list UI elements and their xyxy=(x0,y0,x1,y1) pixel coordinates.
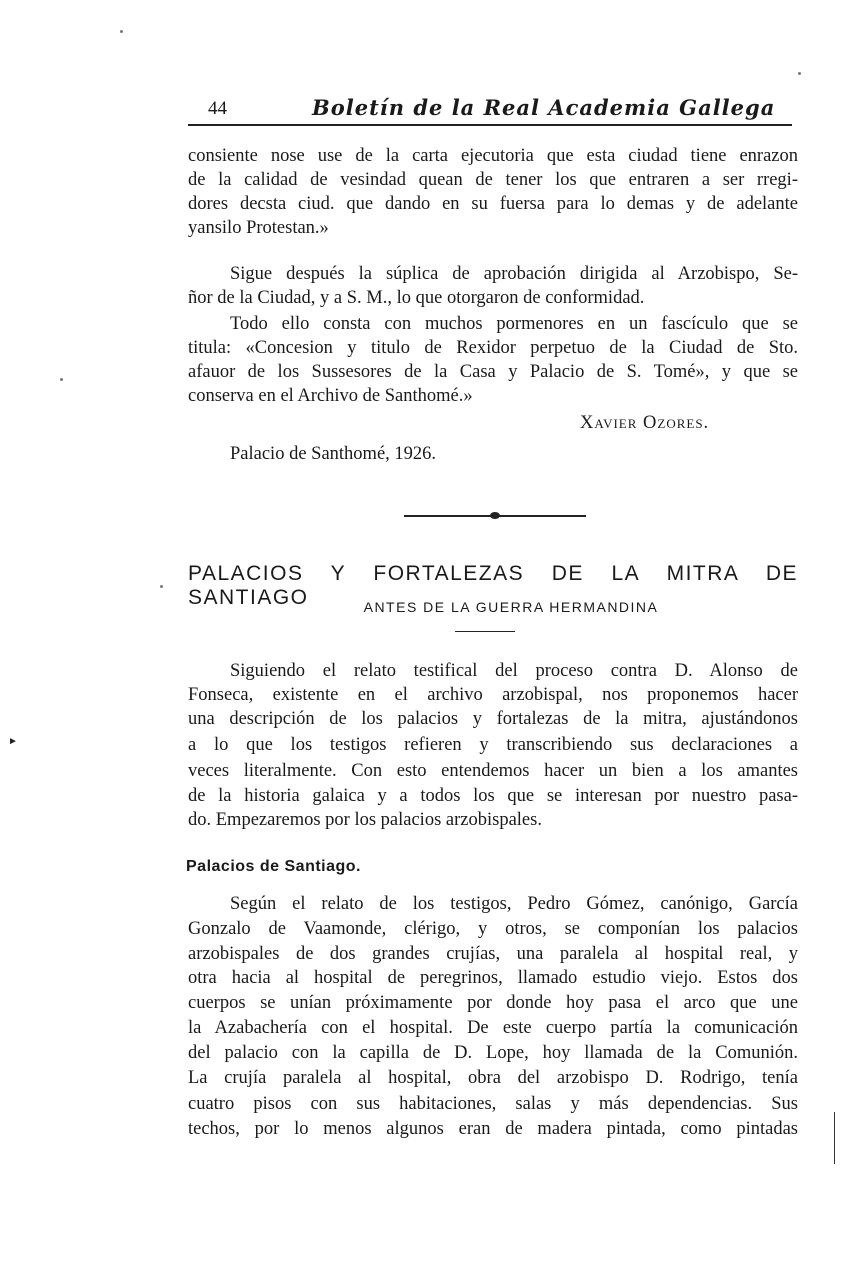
text-line: Sigue después la súplica de aprobación dirigida al Arzobispo, Se- xyxy=(230,264,798,284)
dateline: Palacio de Santhomé, 1926. xyxy=(230,444,437,464)
article-subtitle: ANTES DE LA GUERRA HERMANDINA xyxy=(363,599,659,615)
section-heading: Palacios de Santiago. xyxy=(186,858,361,875)
article-title: PALACIOS Y FORTALEZAS DE LA MITRA DE SANTIAGO xyxy=(188,562,798,609)
text-line: arzobispales de dos grandes crujías, una paralela al hospital real, y xyxy=(188,944,798,964)
text-line: Fonseca, existente en el archivo arzobispal, nos proponemos hacer xyxy=(188,685,798,705)
page-number: 44 xyxy=(208,98,227,119)
text-line: a lo que los testigos refieren y transcribiendo sus declaraciones a xyxy=(188,735,798,755)
text-line: afauor de los Sussesores de la Casa y Palacio de S. Tomé», y que se xyxy=(188,362,798,382)
text-line: titula: «Concesion y titulo de Rexidor perpetuo de la Ciudad de Sto. xyxy=(188,338,798,358)
text-line: yansilo Protestan.» xyxy=(188,218,329,238)
text-line: Gonzalo de Vaamonde, clérigo, y otros, se componían los palacios xyxy=(188,919,798,939)
text-line: Según el relato de los testigos, Pedro Gómez, canónigo, García xyxy=(230,894,798,914)
text-line: otra hacia al hospital de peregrinos, llamado estudio viejo. Estos dos xyxy=(188,968,798,988)
scan-speck xyxy=(798,72,801,75)
text-line: cuatro pisos con sus habitaciones, salas y más dependencias. Sus xyxy=(188,1094,798,1114)
text-line: una descripción de los palacios y fortalezas de la mitra, ajustándonos xyxy=(188,709,798,729)
margin-pointer-icon: ► xyxy=(8,736,18,747)
author-signature: Xavier Ozores. xyxy=(580,413,710,433)
text-line: techos, por lo menos algunos eran de madera pintada, como pintadas xyxy=(188,1119,798,1139)
text-line: de la calidad de vesindad quean de tener los que entraren a ser rregi- xyxy=(188,170,798,190)
text-line: veces literalmente. Con esto entendemos hacer un bien a los amantes xyxy=(188,761,798,781)
text-line: La crujía paralela al hospital, obra del arzobispo D. Rodrigo, tenía xyxy=(188,1068,798,1088)
text-line: Todo ello consta con muchos pormenores en un fascículo que se xyxy=(230,314,798,334)
scan-speck xyxy=(60,378,63,381)
text-line: de la historia galaica y a todos los que se interesan por nuestro pasa- xyxy=(188,786,798,806)
text-line: do. Empezaremos por los palacios arzobispales. xyxy=(188,810,542,830)
text-line: consiente nose use de la carta ejecutoria que esta ciudad tiene enrazon xyxy=(188,146,798,166)
margin-rule xyxy=(834,1112,835,1164)
scan-speck xyxy=(120,30,123,33)
text-line: conserva en el Archivo de Santhomé.» xyxy=(188,386,473,406)
scan-speck xyxy=(160,585,163,588)
section-divider-ornament xyxy=(404,510,586,522)
text-line: del palacio con la capilla de D. Lope, hoy llamada de la Comunión. xyxy=(188,1043,798,1063)
title-rule xyxy=(455,631,515,632)
text-line: cuerpos se unían próximamente por donde hoy pasa el arco que une xyxy=(188,993,798,1013)
header-rule xyxy=(188,124,792,126)
text-line: dores decsta ciud. que dando en su fuersa para lo demas y de adelante xyxy=(188,194,798,214)
page-header xyxy=(188,92,792,122)
text-line: la Azabachería con el hospital. De este cuerpo partía la comunicación xyxy=(188,1018,798,1038)
text-line: ñor de la Ciudad, y a S. M., lo que otorgaron de conformidad. xyxy=(188,288,645,308)
running-title: Boletín de la Real Academia Gallega xyxy=(312,95,776,120)
text-line: Siguiendo el relato testifical del proceso contra D. Alonso de xyxy=(230,661,798,681)
